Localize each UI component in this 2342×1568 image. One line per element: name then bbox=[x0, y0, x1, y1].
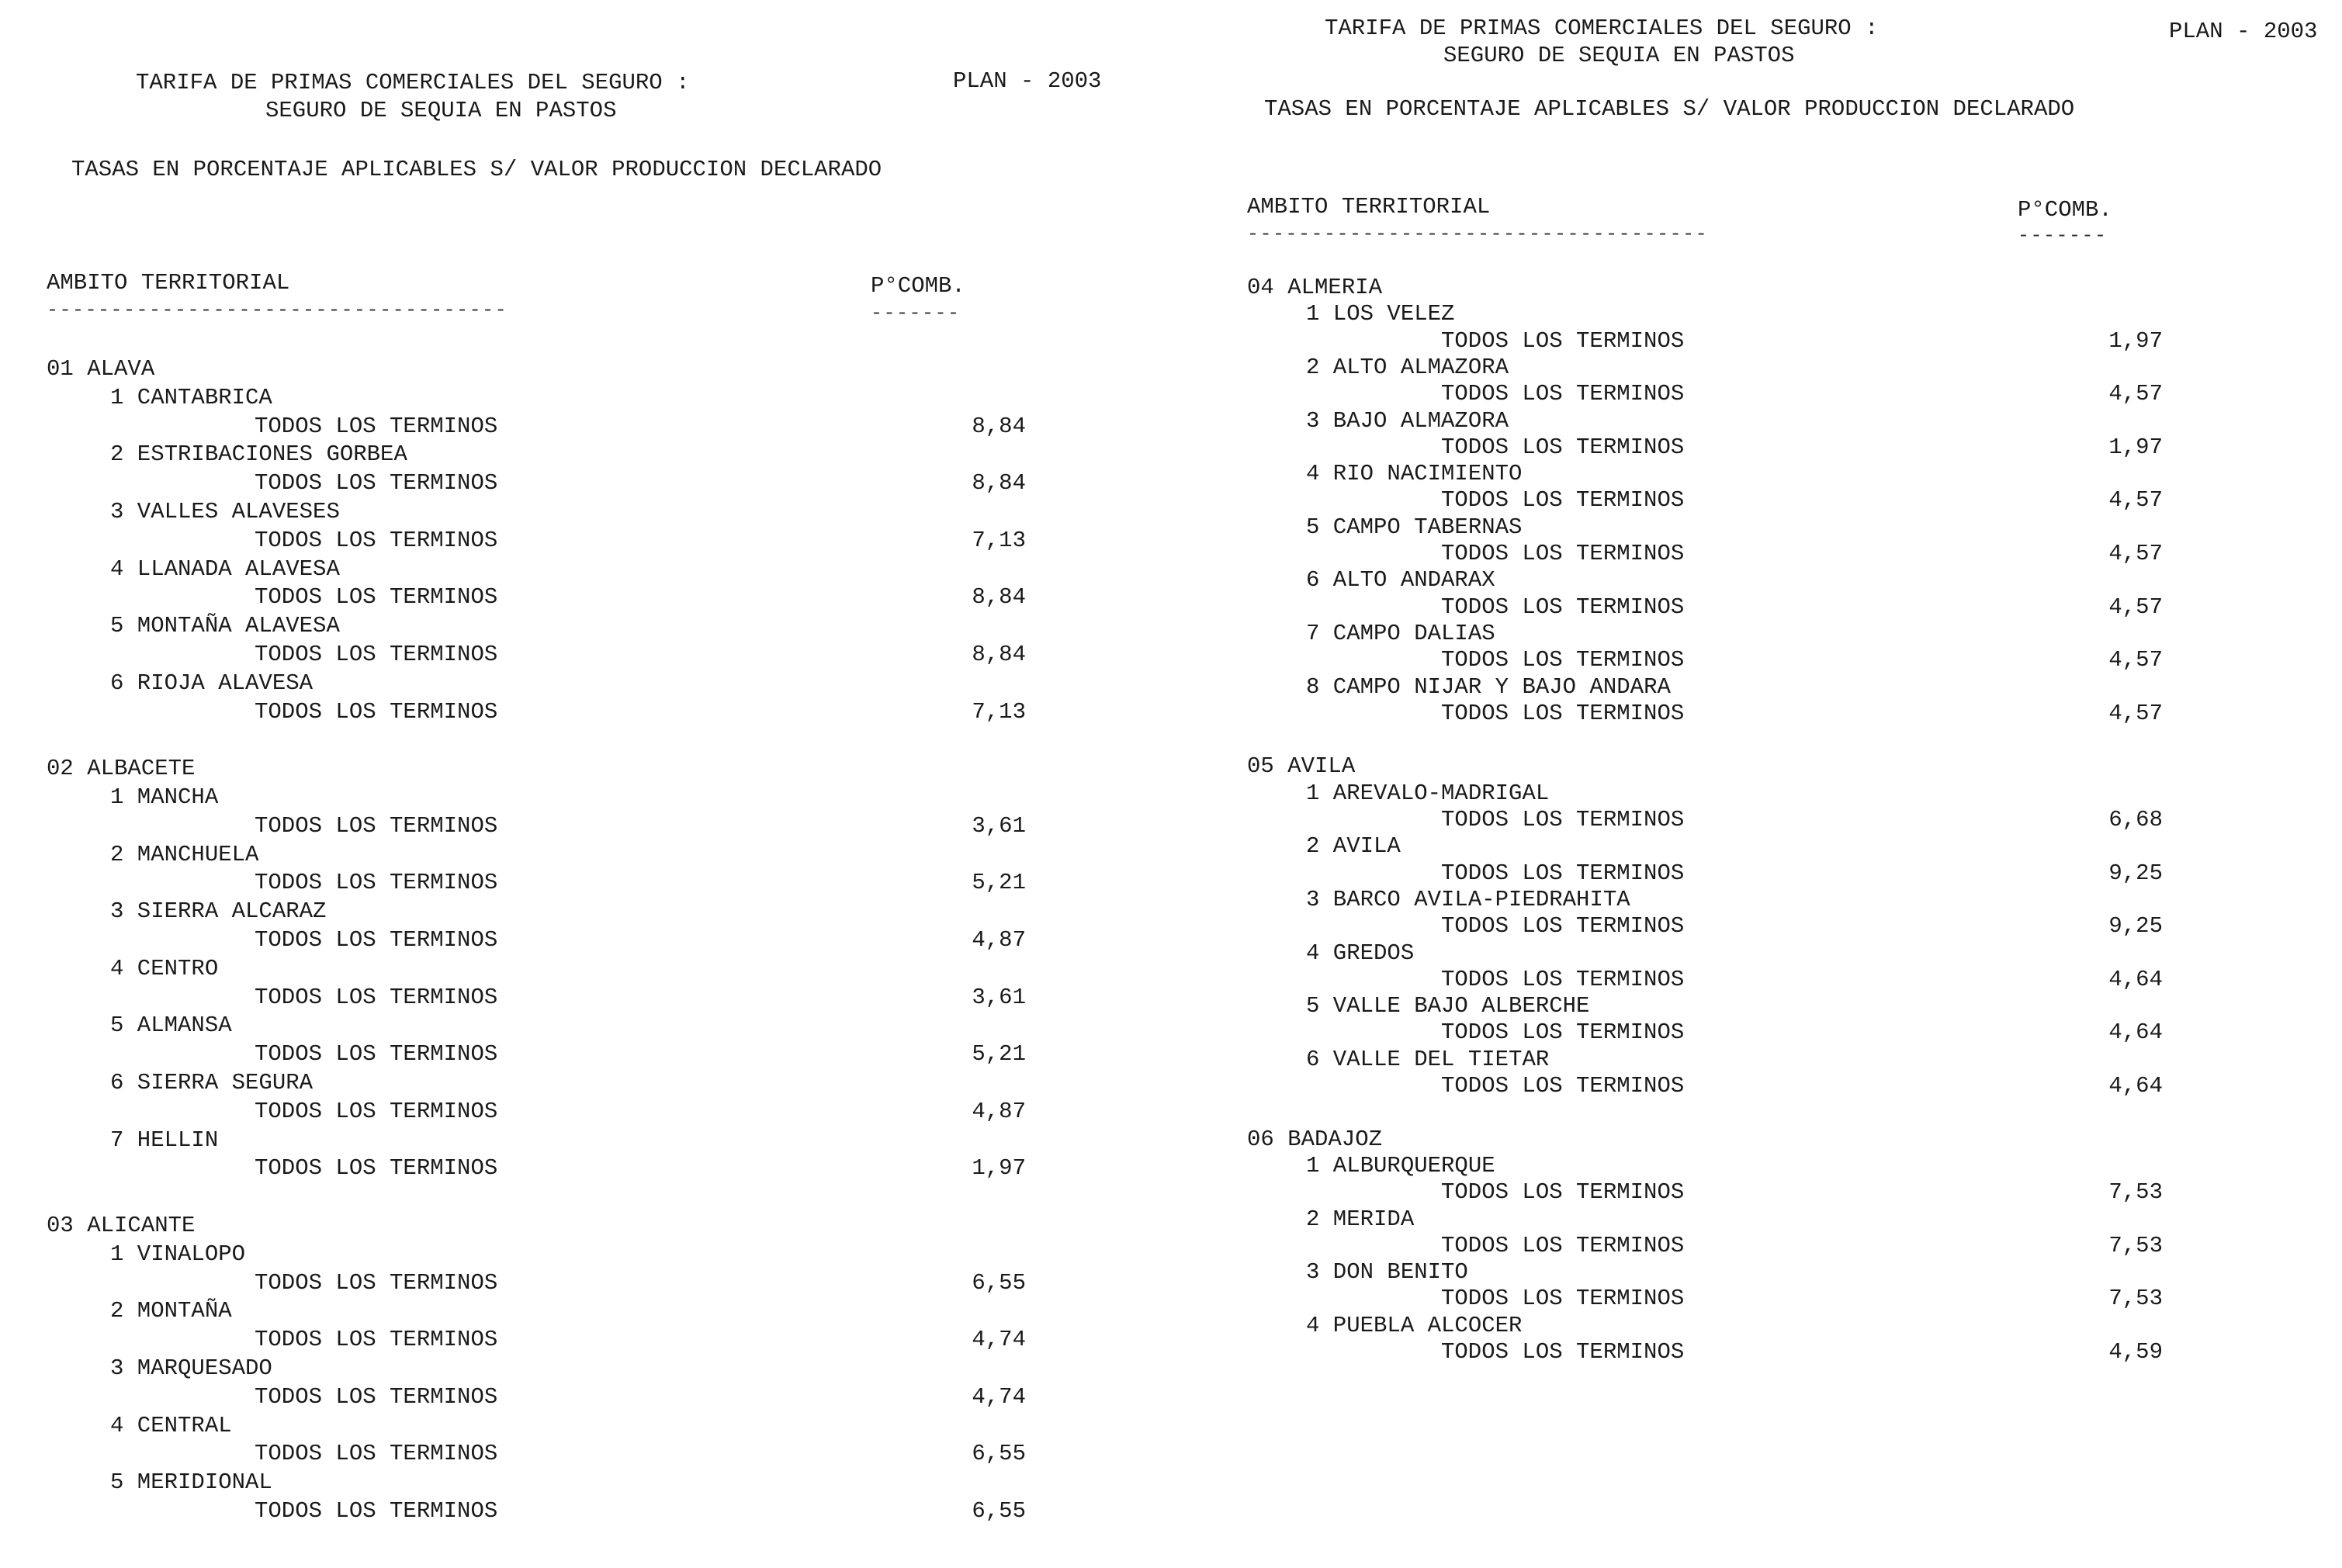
rate-value: 3,61 bbox=[972, 984, 1026, 1010]
region-name: 4 CENTRO bbox=[110, 955, 219, 981]
region-name: 2 MERIDA bbox=[1306, 1206, 1415, 1232]
region-name: 6 RIOJA ALAVESA bbox=[110, 670, 314, 696]
rate-value: 1,97 bbox=[972, 1155, 1026, 1182]
terms-label: TODOS LOS TERMINOS bbox=[1441, 913, 1685, 940]
region-name: 4 LLANADA ALAVESA bbox=[110, 556, 340, 582]
terms-label: TODOS LOS TERMINOS bbox=[255, 413, 498, 439]
rate-value: 4,59 bbox=[2108, 1339, 2163, 1365]
region-name: 3 MARQUESADO bbox=[110, 1355, 272, 1381]
rate-value: 1,97 bbox=[2108, 327, 2163, 354]
terms-label: TODOS LOS TERMINOS bbox=[1441, 966, 1685, 992]
terms-label: TODOS LOS TERMINOS bbox=[255, 470, 498, 497]
terms-label: TODOS LOS TERMINOS bbox=[255, 927, 498, 953]
region-name: 1 LOS VELEZ bbox=[1306, 301, 1455, 327]
rate-value: 5,21 bbox=[972, 870, 1026, 896]
rate-value: 8,84 bbox=[972, 413, 1026, 439]
terms-label: TODOS LOS TERMINOS bbox=[255, 870, 498, 896]
region-name: 1 CANTABRICA bbox=[110, 384, 272, 410]
terms-label: TODOS LOS TERMINOS bbox=[1441, 1179, 1685, 1206]
region-name: 4 CENTRAL bbox=[110, 1412, 232, 1438]
terms-label: TODOS LOS TERMINOS bbox=[255, 527, 498, 553]
right-page bbox=[1199, 0, 2342, 1568]
page-subtitle: TASAS EN PORCENTAJE APLICABLES S/ VALOR PRODUCCION DECLARADO bbox=[71, 157, 882, 182]
terms-label: TODOS LOS TERMINOS bbox=[1441, 1232, 1685, 1258]
terms-label: TODOS LOS TERMINOS bbox=[1441, 647, 1685, 673]
region-name: 1 ALBURQUERQUE bbox=[1306, 1152, 1495, 1179]
region-name: 4 GREDOS bbox=[1306, 940, 1415, 966]
region-name: 5 VALLE BAJO ALBERCHE bbox=[1306, 993, 1590, 1019]
province-heading: 06 BADAJOZ bbox=[1247, 1126, 1383, 1152]
title-line-2: SEGURO DE SEQUIA EN PASTOS bbox=[1443, 43, 1795, 68]
rate-value: 4,64 bbox=[2108, 1073, 2163, 1099]
column-header-territory: AMBITO TERRITORIAL bbox=[1247, 194, 1491, 220]
region-name: 1 VINALOPO bbox=[110, 1241, 246, 1267]
terms-label: TODOS LOS TERMINOS bbox=[255, 1155, 498, 1182]
rate-value: 4,87 bbox=[972, 1098, 1026, 1124]
rate-value: 4,57 bbox=[2108, 647, 2163, 673]
region-name: 3 BAJO ALMAZORA bbox=[1306, 407, 1509, 434]
terms-label: TODOS LOS TERMINOS bbox=[1441, 487, 1685, 514]
rate-value: 6,55 bbox=[972, 1498, 1026, 1524]
terms-label: TODOS LOS TERMINOS bbox=[255, 1383, 498, 1410]
terms-label: TODOS LOS TERMINOS bbox=[255, 1098, 498, 1124]
title-line-2: SEGURO DE SEQUIA EN PASTOS bbox=[265, 98, 617, 123]
terms-label: TODOS LOS TERMINOS bbox=[1441, 381, 1685, 407]
column-rule-territory: ------------------------------------ bbox=[47, 299, 508, 321]
rate-value: 7,53 bbox=[2108, 1232, 2163, 1258]
rate-value: 4,57 bbox=[2108, 487, 2163, 514]
column-rule-rate: ------- bbox=[2018, 224, 2108, 247]
province-heading: 01 ALAVA bbox=[47, 356, 155, 382]
column-header-territory: AMBITO TERRITORIAL bbox=[47, 270, 290, 296]
column-header-rate: P°COMB. bbox=[2018, 197, 2112, 223]
province-heading: 03 ALICANTE bbox=[47, 1213, 196, 1238]
region-name: 1 MANCHA bbox=[110, 784, 219, 810]
rate-value: 7,53 bbox=[2108, 1179, 2163, 1206]
rate-value: 6,55 bbox=[972, 1441, 1026, 1467]
region-name: 2 MANCHUELA bbox=[110, 841, 259, 867]
region-name: 5 MONTAÑA ALAVESA bbox=[110, 613, 340, 639]
rate-value: 4,64 bbox=[2108, 1019, 2163, 1046]
terms-label: TODOS LOS TERMINOS bbox=[1441, 1339, 1685, 1365]
rate-value: 1,97 bbox=[2108, 434, 2163, 460]
terms-label: TODOS LOS TERMINOS bbox=[255, 642, 498, 667]
province-heading: 05 AVILA bbox=[1247, 753, 1356, 780]
region-name: 7 HELLIN bbox=[110, 1127, 219, 1153]
terms-label: TODOS LOS TERMINOS bbox=[1441, 327, 1685, 354]
rate-value: 9,25 bbox=[2108, 860, 2163, 886]
terms-label: TODOS LOS TERMINOS bbox=[1441, 860, 1685, 886]
terms-label: TODOS LOS TERMINOS bbox=[1441, 807, 1685, 832]
region-name: 6 SIERRA SEGURA bbox=[110, 1070, 314, 1096]
rate-value: 7,13 bbox=[972, 698, 1026, 725]
region-name: 3 VALLES ALAVESES bbox=[110, 499, 340, 524]
plan-label: PLAN - 2003 bbox=[2169, 19, 2318, 44]
region-name: 6 ALTO ANDARAX bbox=[1306, 567, 1495, 594]
rate-value: 9,25 bbox=[2108, 913, 2163, 940]
plan-label: PLAN - 2003 bbox=[953, 68, 1102, 94]
region-name: 1 AREVALO-MADRIGAL bbox=[1306, 780, 1550, 806]
rate-value: 6,68 bbox=[2108, 807, 2163, 832]
region-name: 5 CAMPO TABERNAS bbox=[1306, 514, 1523, 540]
region-name: 7 CAMPO DALIAS bbox=[1306, 620, 1495, 646]
terms-label: TODOS LOS TERMINOS bbox=[255, 1269, 498, 1296]
terms-label: TODOS LOS TERMINOS bbox=[1441, 1019, 1685, 1046]
rate-value: 3,61 bbox=[972, 812, 1026, 839]
column-rule-rate: ------- bbox=[871, 302, 961, 324]
terms-label: TODOS LOS TERMINOS bbox=[1441, 594, 1685, 620]
rate-value: 4,57 bbox=[2108, 381, 2163, 407]
region-name: 2 ESTRIBACIONES GORBEA bbox=[110, 441, 407, 468]
terms-label: TODOS LOS TERMINOS bbox=[1441, 700, 1685, 726]
region-name: 2 ALTO ALMAZORA bbox=[1306, 354, 1509, 380]
rate-value: 7,13 bbox=[972, 527, 1026, 553]
province-heading: 04 ALMERIA bbox=[1247, 275, 1383, 300]
terms-label: TODOS LOS TERMINOS bbox=[255, 584, 498, 611]
column-header-rate: P°COMB. bbox=[871, 273, 965, 299]
region-name: 4 PUEBLA ALCOCER bbox=[1306, 1312, 1523, 1338]
rate-value: 4,64 bbox=[2108, 966, 2163, 992]
rate-value: 4,74 bbox=[972, 1383, 1026, 1410]
terms-label: TODOS LOS TERMINOS bbox=[1441, 541, 1685, 566]
rate-value: 4,87 bbox=[972, 927, 1026, 953]
column-rule-territory: ------------------------------------ bbox=[1247, 223, 1709, 245]
terms-label: TODOS LOS TERMINOS bbox=[255, 698, 498, 725]
rate-value: 5,21 bbox=[972, 1041, 1026, 1068]
rate-value: 8,84 bbox=[972, 642, 1026, 667]
title-line-1: TARIFA DE PRIMAS COMERCIALES DEL SEGURO : bbox=[136, 70, 690, 95]
terms-label: TODOS LOS TERMINOS bbox=[1441, 434, 1685, 460]
region-name: 2 AVILA bbox=[1306, 833, 1401, 860]
rate-value: 4,57 bbox=[2108, 700, 2163, 726]
rate-value: 6,55 bbox=[972, 1269, 1026, 1296]
page-subtitle: TASAS EN PORCENTAJE APLICABLES S/ VALOR PRODUCCION DECLARADO bbox=[1264, 96, 2075, 122]
rate-value: 4,57 bbox=[2108, 594, 2163, 620]
title-line-1: TARIFA DE PRIMAS COMERCIALES DEL SEGURO : bbox=[1325, 16, 1879, 41]
terms-label: TODOS LOS TERMINOS bbox=[255, 1498, 498, 1524]
rate-value: 7,53 bbox=[2108, 1286, 2163, 1312]
region-name: 3 SIERRA ALCARAZ bbox=[110, 898, 327, 925]
region-name: 5 MERIDIONAL bbox=[110, 1469, 272, 1496]
rate-value: 4,74 bbox=[972, 1327, 1026, 1353]
rate-value: 4,57 bbox=[2108, 541, 2163, 566]
terms-label: TODOS LOS TERMINOS bbox=[255, 1041, 498, 1068]
terms-label: TODOS LOS TERMINOS bbox=[255, 1327, 498, 1353]
terms-label: TODOS LOS TERMINOS bbox=[255, 1441, 498, 1467]
terms-label: TODOS LOS TERMINOS bbox=[1441, 1073, 1685, 1099]
region-name: 3 DON BENITO bbox=[1306, 1259, 1468, 1286]
region-name: 6 VALLE DEL TIETAR bbox=[1306, 1046, 1550, 1072]
region-name: 3 BARCO AVILA-PIEDRAHITA bbox=[1306, 886, 1630, 912]
province-heading: 02 ALBACETE bbox=[47, 756, 196, 782]
terms-label: TODOS LOS TERMINOS bbox=[255, 984, 498, 1010]
rate-value: 8,84 bbox=[972, 470, 1026, 497]
region-name: 8 CAMPO NIJAR Y BAJO ANDARA bbox=[1306, 673, 1671, 700]
rate-value: 8,84 bbox=[972, 584, 1026, 611]
region-name: 4 RIO NACIMIENTO bbox=[1306, 461, 1523, 487]
terms-label: TODOS LOS TERMINOS bbox=[255, 812, 498, 839]
region-name: 5 ALMANSA bbox=[110, 1012, 232, 1039]
terms-label: TODOS LOS TERMINOS bbox=[1441, 1286, 1685, 1312]
region-name: 2 MONTAÑA bbox=[110, 1298, 232, 1324]
